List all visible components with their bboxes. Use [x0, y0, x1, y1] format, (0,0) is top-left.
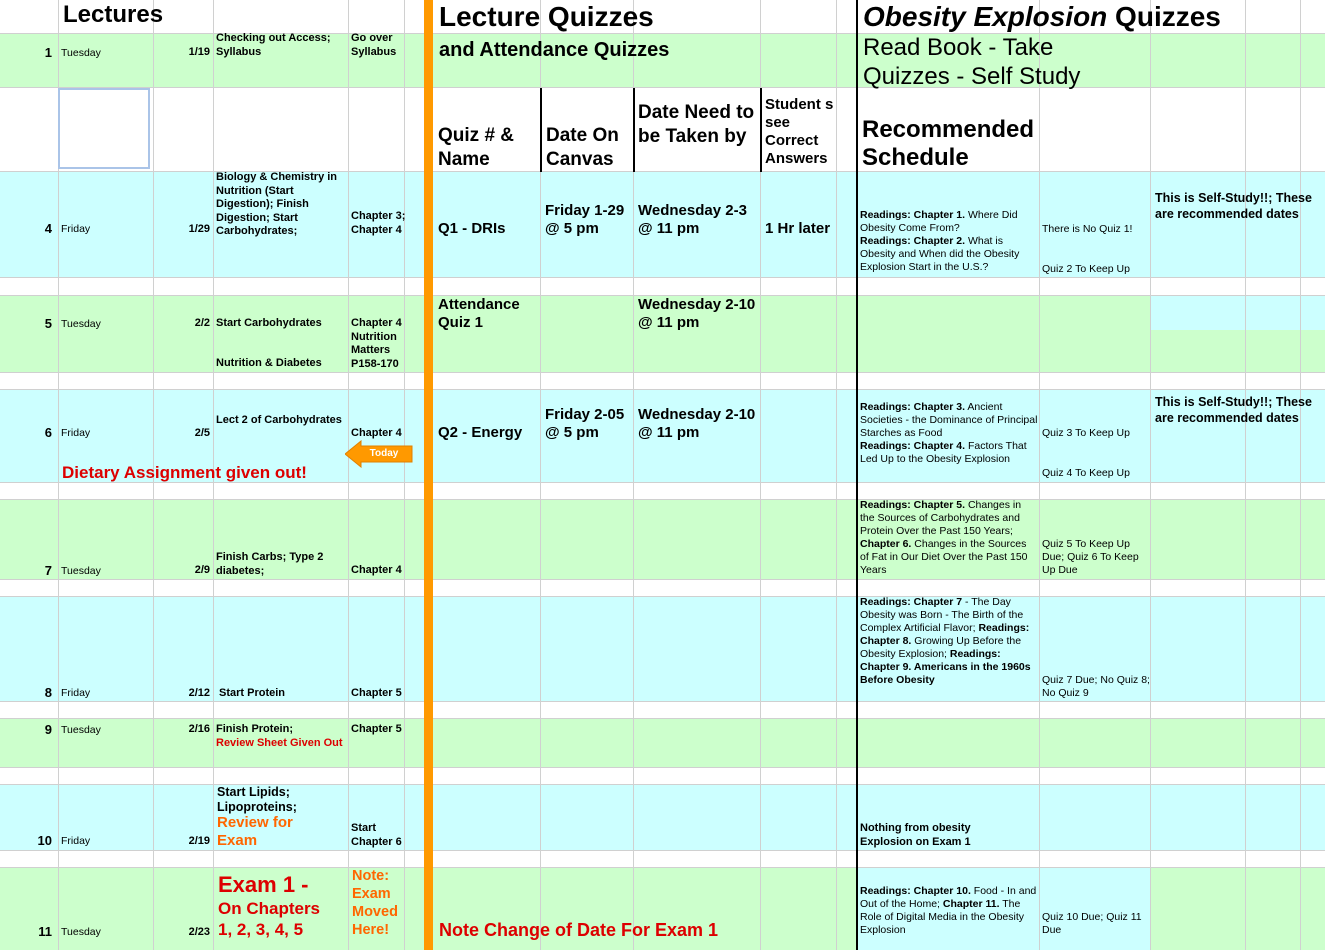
recommended-header: Recommended Schedule [862, 116, 1035, 171]
row-number: 4 [44, 221, 52, 236]
row-number: 9 [44, 722, 52, 737]
quiz-note: Quiz 5 To Keep Up Due; Quiz 6 To Keep Up Due [1042, 538, 1139, 576]
row-topic-2: Nutrition & Diabetes [216, 357, 322, 369]
quiz-answers: 1 Hr later [765, 220, 831, 237]
reading-cell: Readings: Chapter 1. Where Did Obesity Come From? Readings: Chapter 2. What is Obesity and When did the Obesity Explosion Start in the U.S.? [860, 209, 1020, 273]
quiz-note: Quiz 4 To Keep Up [1042, 467, 1130, 479]
row-chapter: Chapter 3; Chapter 4 [351, 210, 406, 236]
row-topic: Checking out Access; Syllabus [216, 32, 331, 58]
row-date: 2/23 [188, 926, 210, 938]
row-date: 2/12 [188, 687, 210, 699]
quiz-name: Q1 - DRIs [438, 220, 506, 237]
orange-column-divider [424, 0, 433, 950]
row-date: 2/2 [194, 317, 210, 329]
selected-cell[interactable] [58, 88, 150, 169]
obesity-title-rest: Quizzes [1107, 1, 1221, 32]
student-see-header: Student s see Correct Answers [765, 96, 834, 167]
row-band-5-cyan-cell [1150, 295, 1325, 330]
exam-1-chapters: 1, 2, 3, 4, 5 [218, 920, 304, 939]
row-number: 8 [44, 685, 52, 700]
quiz-name: Attendance Quiz 1 [438, 296, 520, 331]
exam-1-chapters-label: On Chapters [218, 899, 321, 918]
lecture-quizzes-header: Lecture Quizzes [439, 1, 654, 32]
quiz-canvas-date: Friday 1-29 @ 5 pm [545, 202, 625, 237]
reading-cell: Readings: Chapter 7 - The Day Obesity was Born - The Birth of the Complex Artificial Flavor; Readings: Chapter 8. Growing Up Before the Obesity Explosion; Readings: Chapter 9. Americans in the 1960s Before Obesity [860, 596, 1031, 686]
row-chapter: Go over Syllabus [351, 32, 397, 58]
reading-cell: Readings: Chapter 5. Changes in the Sources of Carbohydrates and Protein Over the Past 150 Years; Chapter 6. Changes in the Sources of Fat in Our Diet Over the Past 150 Years [860, 499, 1028, 576]
obesity-title-italic: Obesity Explosion [863, 1, 1108, 32]
today-label: Today [369, 448, 399, 459]
reading-cell: Readings: Chapter 10. Food - In and Out of the Home; Chapter 11. The Role of Digital Media in the Obesity Explosion [860, 885, 1037, 936]
row-day: Tuesday [61, 724, 101, 736]
header-divider [540, 88, 542, 172]
row-chapter: Start Chapter 6 [351, 822, 402, 848]
row-day: Friday [61, 223, 91, 235]
row-topic: Start Carbohydrates [216, 317, 322, 329]
row-chapter: Chapter 5 [351, 723, 402, 735]
row-date: 1/29 [188, 223, 210, 235]
row-chapter: Chapter 4 [351, 427, 402, 439]
row-chapter: Chapter 4 [351, 564, 402, 576]
read-book-line-2: Quizzes - Self Study [863, 63, 1081, 90]
row-date: 2/16 [188, 723, 210, 735]
read-book-line-1: Read Book - Take [863, 34, 1054, 61]
quiz-note: There is No Quiz 1! [1042, 223, 1133, 235]
row-number: 11 [38, 924, 52, 939]
obesity-column-divider [856, 0, 858, 950]
row-topic: Lect 2 of Carbohydrates [216, 414, 342, 426]
row-number: 5 [44, 316, 52, 331]
row-day: Tuesday [61, 565, 101, 577]
row-topic: Start Lipids; Lipoproteins; [217, 785, 297, 814]
dietary-assignment-note: Dietary Assignment given out! [62, 463, 307, 482]
row-number: 1 [44, 45, 52, 60]
reading-cell: Nothing from obesity Explosion on Exam 1 [860, 822, 971, 848]
quiz-note: Quiz 3 To Keep Up [1042, 427, 1130, 439]
self-study-note: This is Self-Study!!; These are recommended dates [1155, 191, 1312, 221]
row-topic: Start Protein [219, 687, 286, 699]
self-study-note: This is Self-Study!!; These are recommended dates [1155, 395, 1312, 425]
quiz-due-date: Wednesday 2-10 @ 11 pm [638, 296, 756, 331]
row-topic: Finish Carbs; Type 2 diabetes; [216, 551, 324, 577]
date-need-header: Date Need to be Taken by [638, 102, 755, 147]
obesity-quizzes-header [863, 1, 1221, 33]
quiz-canvas-date: Friday 2-05 @ 5 pm [545, 406, 625, 441]
quiz-name: Q2 - Energy [438, 424, 523, 441]
quiz-note: Quiz 7 Due; No Quiz 8; No Quiz 9 [1042, 674, 1150, 699]
row-date: 1/19 [188, 46, 210, 58]
row-day: Tuesday [61, 926, 101, 938]
row-topic: Finish Protein; [216, 723, 293, 735]
header-divider [760, 88, 762, 172]
attendance-quizzes-header: and Attendance Quizzes [439, 39, 670, 61]
row-day: Tuesday [61, 47, 101, 59]
row-chapter: Chapter 4 Nutrition Matters P158-170 [351, 317, 402, 370]
exam-1-title: Exam 1 - [218, 872, 309, 897]
row-day: Friday [61, 835, 91, 847]
row-number: 7 [44, 563, 52, 578]
quiz-due-date: Wednesday 2-3 @ 11 pm [638, 202, 747, 237]
row-number: 6 [44, 425, 52, 440]
row-number: 10 [37, 833, 52, 848]
reading-cell: Readings: Chapter 3. Ancient Societies - the Dominance of Principal Starches as Food Readings: Chapter 4. Factors That Led Up to the Obesity Explosion [860, 401, 1038, 465]
row-chapter: Chapter 5 [351, 687, 402, 699]
review-exam-note: Review for Exam [217, 814, 293, 849]
row-topic: Biology & Chemistry in Nutrition (Start Digestion); Finish Digestion; Start Carbohydrates; [216, 171, 338, 237]
exam-moved-note: Note: Exam Moved Here! [352, 868, 398, 938]
date-canvas-header: Date On Canvas [546, 125, 619, 170]
quiz-note: Quiz 2 To Keep Up [1042, 263, 1130, 275]
lectures-header: Lectures [63, 1, 164, 28]
row-day: Tuesday [61, 318, 101, 330]
review-sheet-note: Review Sheet Given Out [216, 737, 343, 749]
date-change-note: Note Change of Date For Exam 1 [439, 920, 719, 940]
row-day: Friday [61, 427, 91, 439]
row-date: 2/5 [194, 427, 210, 439]
quiz-due-date: Wednesday 2-10 @ 11 pm [638, 406, 756, 441]
quiz-name-header: Quiz # & Name [438, 125, 515, 170]
row-date: 2/19 [188, 835, 210, 847]
row-day: Friday [61, 687, 91, 699]
quiz-note: Quiz 10 Due; Quiz 11 Due [1042, 911, 1142, 936]
row-date: 2/9 [194, 564, 210, 576]
